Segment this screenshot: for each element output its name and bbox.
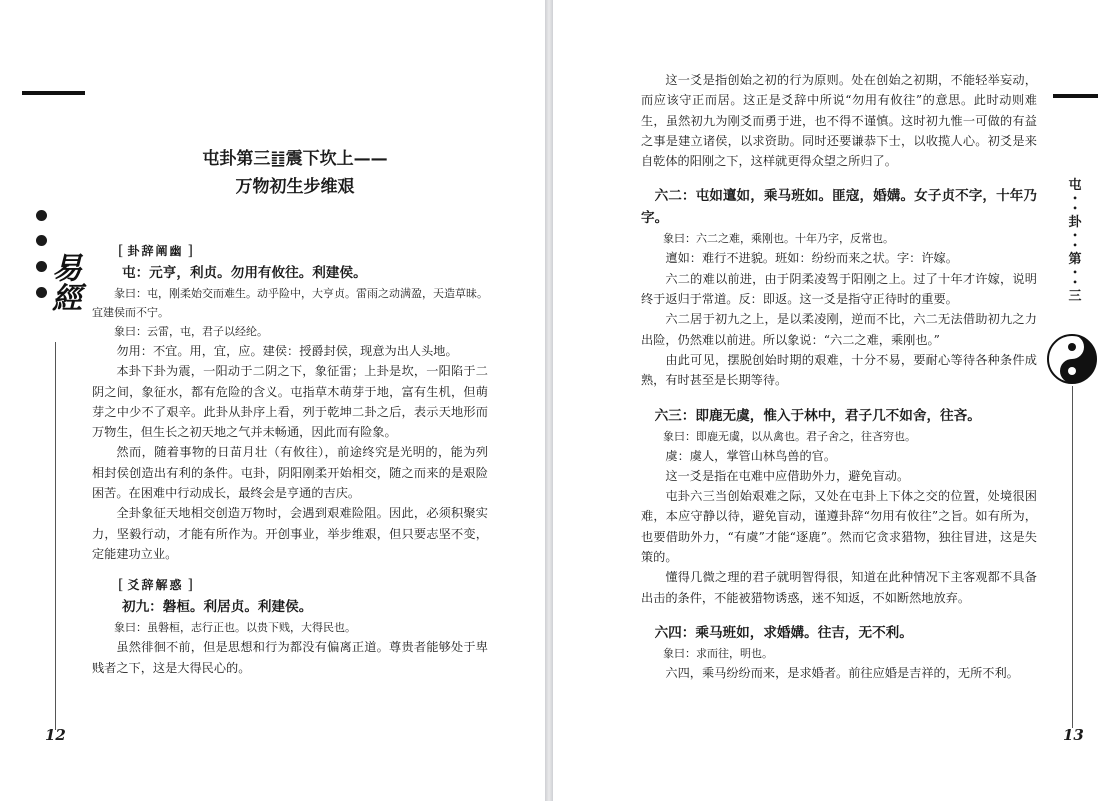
yin-yang-icon — [1046, 333, 1098, 385]
top-rule — [1053, 94, 1098, 98]
running-title: 屯 • • 卦 • • 第 • • 三 — [1065, 177, 1085, 305]
book-gutter — [545, 0, 553, 801]
section-label-text: 爻辞解惑 — [127, 578, 184, 593]
paragraph: 这一爻是指在屯难中应借助外力，避免盲动。 — [665, 468, 910, 483]
chapter-title-line1: 屯卦第三䷂震下坎上—— — [202, 149, 388, 169]
liusan-heading: 六三：即鹿无虞，惟入于林中，君子几不如舍，往吝。 — [654, 407, 981, 424]
running-title-char: 屯 — [1068, 178, 1082, 193]
paragraph: 屯卦六三当创始艰难之际，又处在屯卦上下体之交的位置，处境很困难，本应守静以待，避免盲动，谨遵卦辞“勿用有攸往”之旨。如有所为，也要借助外力，“有虞”才能“逐鹿”。然而它贪求猎物，独往冒进，这是失策的。 — [641, 489, 1037, 565]
paragraph: 六四，乘马纷纷而来，是求婚者。前往应婚是吉祥的，无所不利。 — [665, 665, 1019, 680]
chujiu-xiang: 象曰：虽磐桓，志行正也。以贵下贱，大得民也。 — [114, 621, 356, 635]
paragraph: 这一爻是指创始之初的行为原则。处在创始之初期，不能轻举妄动，而应该守正而居。这正是爻辞中所说“勿用有攸往”的意思。此时动则难生，虽然初九为刚爻而勇于进，也不得不谨慎。这时初九惟一可做的有益之事是建立诸侯，以求资助。同时还要谦恭下士，以收揽人心。初爻是来自乾体的阳刚之下，这样就更得众望之所归了。 — [641, 73, 1037, 169]
liuer-definition: 邅如：难行不进貌。班如：纷纷而来之状。字：许嫁。 — [665, 251, 958, 266]
left-page — [0, 0, 545, 801]
paragraph: 懂得几微之理的君子就明智得很，知道在此种情况下主客观都不具备出击的条件，不能被猎物诱惑，迷不知返，不如断然地放弃。 — [641, 570, 1037, 605]
section-label-text: 卦辞阐幽 — [127, 244, 184, 258]
right-body — [641, 70, 1037, 683]
page-number: 13 — [1063, 726, 1084, 744]
paragraph: 六二的难以前进，由于阴柔凌驾于阳刚之上。过了十年才许嫁，说明终于返归于常道。反：即返。这一爻是指守正待时的重要。 — [641, 271, 1037, 307]
page-number: 12 — [45, 726, 66, 744]
running-title-char: 三 — [1068, 289, 1082, 304]
section-label-guaci: [ 卦辞阐幽 ] — [92, 240, 488, 262]
margin-line — [1072, 386, 1073, 728]
paragraph: 由此可见，摆脱创始时期的艰难，十分不易，要耐心等待各种条件成熟，有时甚至是长期等待。 — [641, 352, 1037, 388]
tuan-ci: 彖曰：屯，刚柔始交而难生。动乎险中，大亨贞。雷雨之动满盈，天造草昧。宜建侯而不宁。 — [92, 287, 488, 319]
top-rule — [22, 91, 85, 95]
logo-yijing: 易經 — [46, 252, 81, 312]
chapter-title — [120, 145, 470, 201]
liusan-definition: 虞：虞人，掌管山林鸟兽的官。 — [665, 448, 837, 463]
paragraph: 然而，随着事物的日苗月壮（有攸往），前途终究是光明的，能为列相封侯创造出有利的条件。屯卦，阴阳刚柔开始相交，随之而来的是艰险困苦。在困难中行动成长，最终会是亨通的吉庆。 — [92, 445, 488, 501]
paragraph: 勿用：不宜。用，宜，应。建侯：授爵封侯，现意为出人头地。 — [116, 344, 458, 358]
left-body — [92, 240, 488, 678]
gua-ci: 屯：元亨，利贞。勿用有攸往。利建侯。 — [122, 265, 367, 281]
liusan-xiang: 象曰：即鹿无虞，以从禽也。君子舍之，往吝穷也。 — [663, 429, 916, 443]
paragraph: 本卦下卦为震，一阳动于二阴之下，象征雷；上卦是坎，一阳陷于二阴之间，象征水，都有危险的含义。屯指草木萌芽于地，富有生机，但萌芽之中少不了艰辛。此卦从卦序上看，列于乾坤二卦之后，表示天地形而万物生，但生长之初天地之气并未畅通，因此而有险象。 — [92, 364, 488, 440]
liusi-heading: 六四：乘马班如，求婚媾。往吉，无不利。 — [654, 624, 913, 641]
liusi-xiang: 象曰：求而往，明也。 — [663, 646, 773, 660]
chujiu-heading: 初九：磐桓。利居贞。利建侯。 — [122, 599, 313, 616]
section-label-yaoci: [ 爻辞解惑 ] — [92, 574, 488, 596]
logo-dot — [36, 235, 47, 246]
right-page — [553, 0, 1105, 801]
running-title-char: 第 — [1068, 252, 1082, 267]
paragraph: 虽然徘徊不前，但是思想和行为都没有偏离正道。尊贵者能够处于卑贱者之下，这是大得民心的。 — [92, 640, 488, 675]
margin-line — [55, 342, 56, 730]
chapter-title-line2: 万物初生步维艰 — [235, 177, 355, 197]
running-title-char: 卦 — [1068, 215, 1082, 230]
xiang-ci: 象曰：云雷，屯，君子以经纶。 — [114, 325, 268, 338]
paragraph: 全卦象征天地相交创造万物时，会遇到艰难险阻。因此，必须积聚实力，坚毅行动，才能有所作为。开创事业，举步维艰，但只要志坚不变，定能建功立业。 — [92, 506, 488, 561]
liuer-heading: 六二：屯如邅如，乘马班如。匪寇，婚媾。女子贞不字，十年乃字。 — [641, 188, 1037, 227]
logo-dot — [36, 210, 47, 221]
paragraph: 六二居于初九之上，是以柔凌刚，逆而不比，六二无法借助初九之力出险，仍然难以前进。所以象说：“六二之难，乘刚也。” — [641, 312, 1037, 347]
liuer-xiang: 象曰：六二之难，乘刚也。十年乃字，反常也。 — [663, 232, 894, 246]
